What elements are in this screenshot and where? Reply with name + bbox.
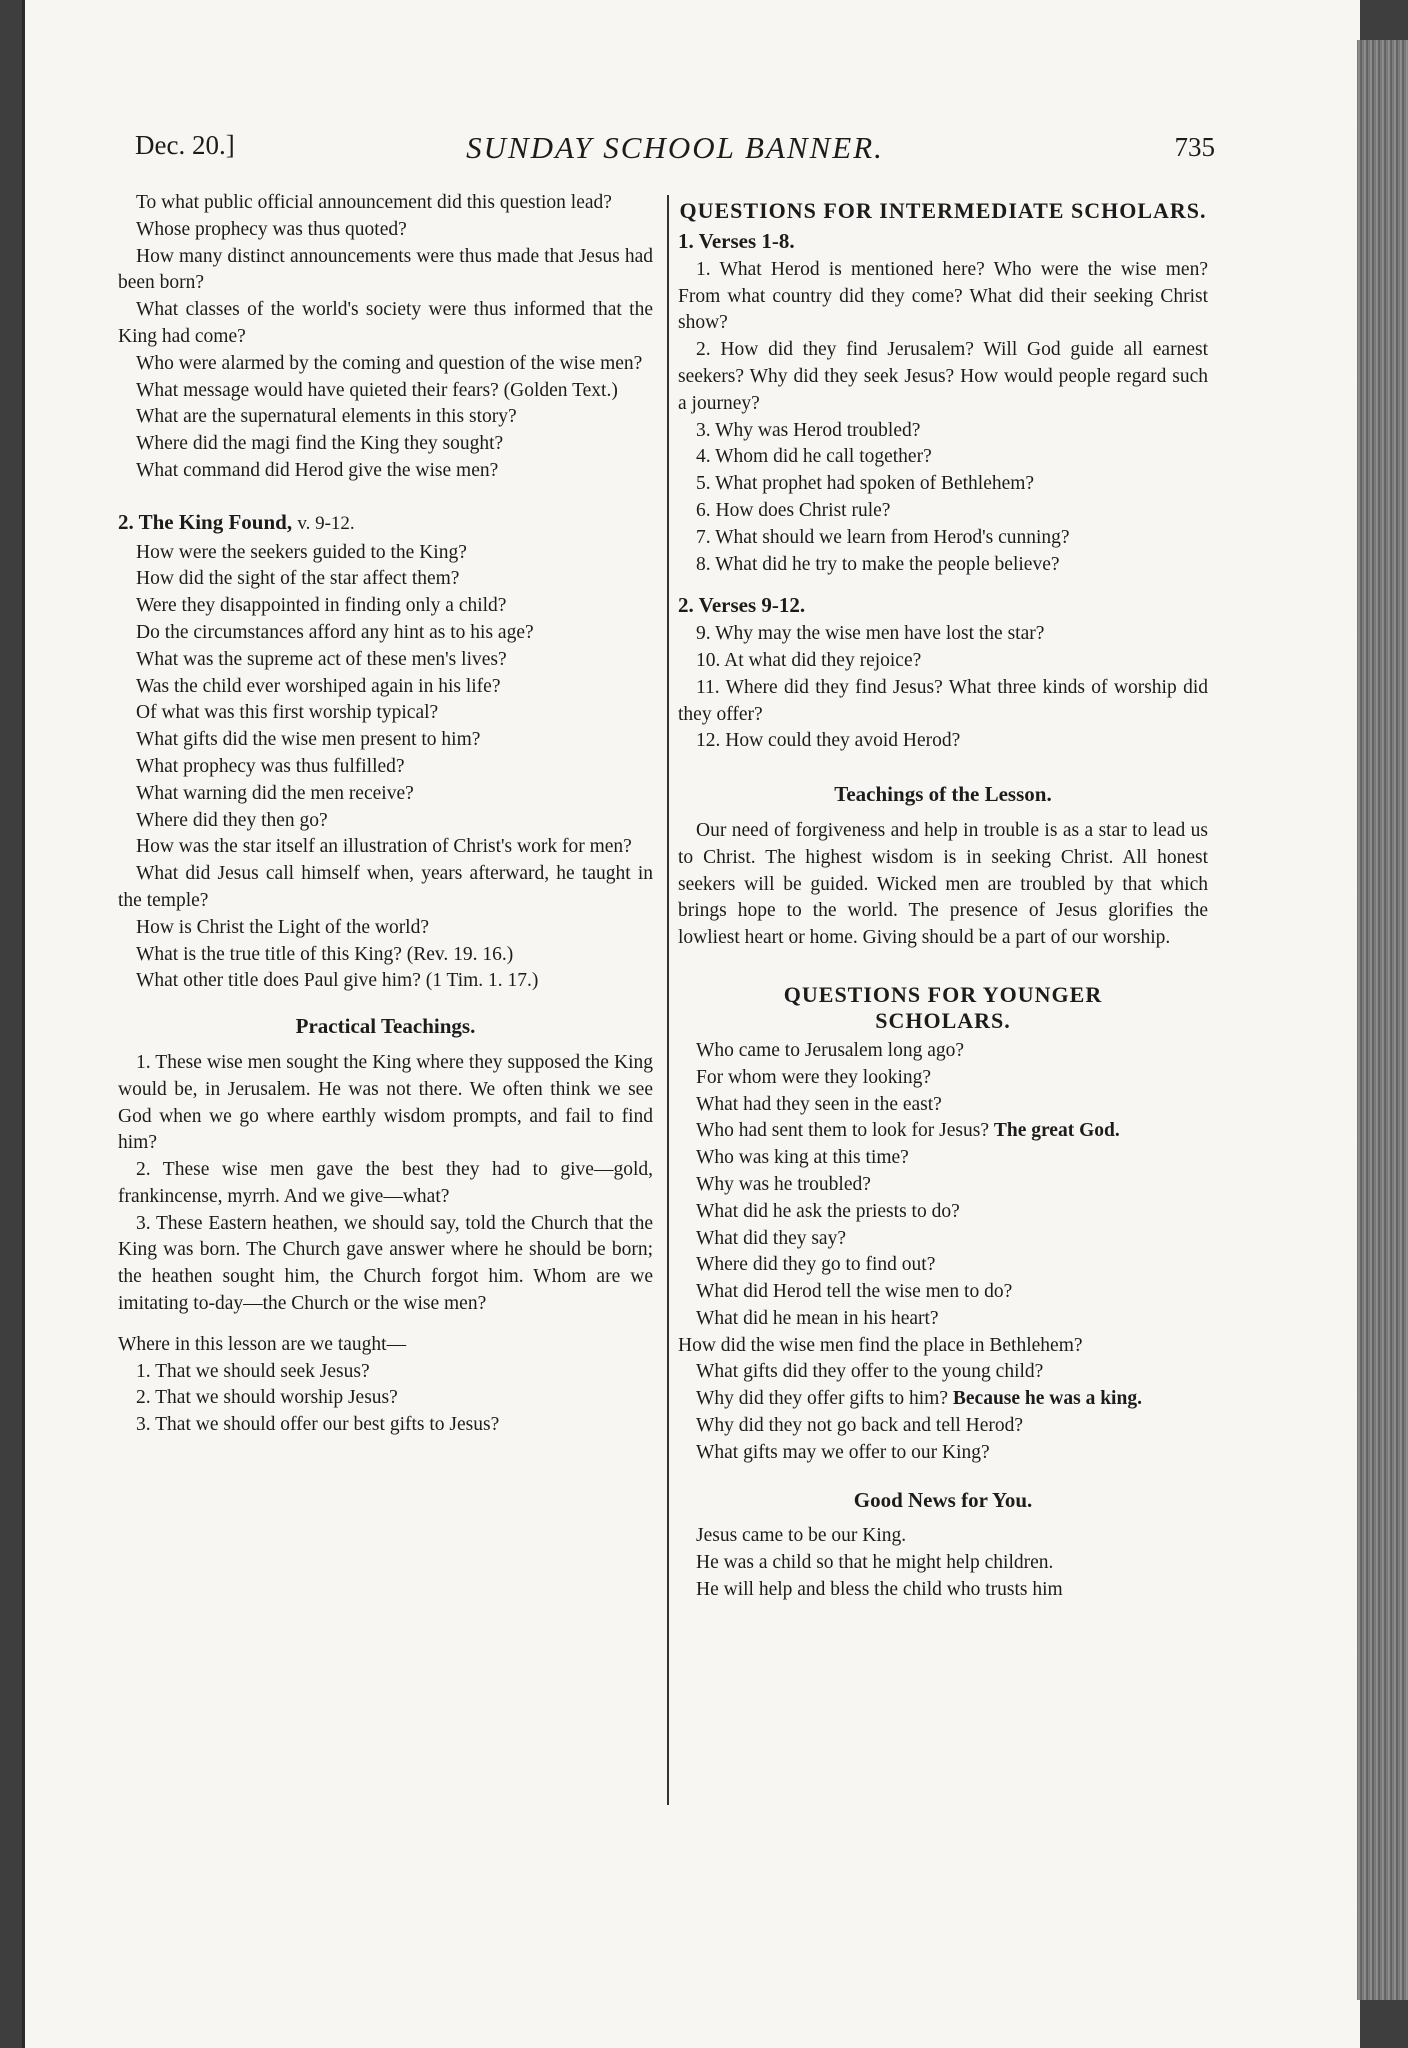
question: 4. Whom did he call together?	[696, 446, 932, 468]
question: 10. At what did they rejoice?	[696, 649, 922, 671]
question-text: Who had sent them to look for Jesus?	[696, 1120, 989, 1142]
running-header	[135, 130, 1215, 170]
question: 9. Why may the wise men have lost the star?	[696, 623, 1045, 645]
question: 6. How does Christ rule?	[696, 499, 891, 521]
question: 1. What Herod is mentioned here? Who were the wise men? From what country did they come? What did their seeking Christ show?	[678, 258, 1208, 334]
question: Was the child ever worshiped again in his life?	[136, 675, 501, 697]
question: Whose prophecy was thus quoted?	[136, 218, 407, 240]
teachings-paragraph: Our need of forgiveness and help in trouble is as a star to lead us to Christ. The highest wisdom is in seeking Christ. All honest seekers will be guided. Wicked men are troubled by that which brings hope to the world. The presence of Jesus glorifies the lowliest heart or home. Giving should be a part of our worship.	[678, 819, 1208, 949]
question: For whom were they looking?	[696, 1066, 932, 1088]
question: 11. Where did they find Jesus? What three kinds of worship did they offer?	[678, 676, 1208, 725]
teaching-paragraph: 3. These Eastern heathen, we should say, told the Church that the King was born. The Church gave answer where he should be born; the heathen sought him, the Church forgot him. Whom are we imitating to-day—the Church or the wise men?	[118, 1212, 653, 1315]
question: Were they disappointed in finding only a child?	[136, 595, 507, 617]
subsection-heading: 2. Verses 9-12.	[678, 593, 806, 618]
question: What prophecy was thus fulfilled?	[136, 755, 405, 777]
question: Where did they go to find out?	[696, 1254, 936, 1276]
teaching-paragraph: 1. These wise men sought the King where they supposed the King would be, in Jerusalem. He was not there. We often think we see God when we go where earthly wisdom prompts, and fail to find him?	[118, 1051, 653, 1154]
question: What gifts may we offer to our King?	[696, 1441, 990, 1463]
question: What classes of the world's society were thus informed that the King had come?	[118, 299, 653, 347]
question: What command did Herod give the wise men?	[136, 459, 499, 481]
column-rule	[667, 195, 669, 1805]
taught-list	[118, 1359, 653, 1439]
question: What was the supreme act of these men's lives?	[136, 648, 507, 670]
list-item: 2. That we should worship Jesus?	[136, 1387, 398, 1409]
question: Who were alarmed by the coming and question of the wise men?	[136, 352, 643, 374]
question: What had they seen in the east?	[696, 1093, 942, 1115]
left-column	[118, 190, 653, 1439]
question: How were the seekers guided to the King?	[136, 541, 467, 563]
question: 7. What should we learn from Herod's cunning?	[696, 526, 1070, 548]
question: Where did they then go?	[136, 809, 328, 831]
section-title: 2. The King Found,	[118, 509, 293, 534]
question	[678, 1386, 1208, 1413]
teachings-heading: Teachings of the Lesson.	[834, 782, 1052, 807]
section-heading	[118, 509, 653, 538]
question: What did Jesus call himself when, years afterward, he taught in the temple?	[118, 863, 653, 911]
answer-text: Because he was a king.	[952, 1388, 1142, 1410]
goodnews-heading: Good News for You.	[853, 1487, 1033, 1512]
question: Of what was this first worship typical?	[136, 702, 439, 724]
answer-text: The great God.	[993, 1120, 1120, 1142]
question: 12. How could they avoid Herod?	[696, 730, 961, 752]
question: What other title does Paul give him? (1 Tim. 1. 17.)	[136, 970, 539, 992]
subsection-heading: 1. Verses 1-8.	[678, 229, 795, 253]
page-number: 735	[1174, 132, 1215, 162]
younger-heading: QUESTIONS FOR YOUNGER SCHOLARS.	[783, 981, 1103, 1033]
practical-heading: Practical Teachings.	[295, 1014, 476, 1039]
header-date: Dec. 20.]	[135, 130, 235, 160]
question: 3. Why was Herod troubled?	[696, 419, 921, 441]
question-text: Why did they offer gifts to him?	[696, 1388, 949, 1410]
question: What message would have quieted their fears? (Golden Text.)	[136, 379, 618, 401]
question: Where did the magi find the King they sought?	[136, 433, 504, 455]
line: He was a child so that he might help children.	[696, 1552, 1054, 1574]
question: What did he mean in his heart?	[696, 1307, 939, 1329]
question: How many distinct announcements were thus made that Jesus had been born?	[118, 245, 653, 294]
question: Do the circumstances afford any hint as to his age?	[136, 621, 534, 643]
question: What warning did the men receive?	[136, 782, 414, 804]
question: Who came to Jerusalem long ago?	[696, 1039, 965, 1061]
question: What gifts did they offer to the young child?	[696, 1361, 1044, 1383]
question: What did Herod tell the wise men to do?	[696, 1281, 1013, 1303]
question: 8. What did he try to make the people believe?	[696, 553, 1060, 575]
question: How did the sight of the star affect them?	[136, 568, 460, 590]
list-item: 3. That we should offer our best gifts to Jesus?	[136, 1414, 500, 1436]
question	[678, 1118, 1208, 1145]
question: Why did they not go back and tell Herod?	[696, 1415, 1024, 1437]
question: What are the supernatural elements in this story?	[136, 406, 517, 428]
question: What did they say?	[696, 1227, 846, 1249]
section-ref: v. 9-12.	[297, 512, 355, 534]
line: He will help and bless the child who trusts him	[696, 1579, 1063, 1601]
header-title: SUNDAY SCHOOL BANNER.	[466, 130, 884, 165]
page-edge	[1357, 40, 1408, 2000]
question: How was the star itself an illustration of Christ's work for men?	[136, 836, 632, 858]
question: How did the wise men find the place in Bethlehem?	[678, 1334, 1083, 1356]
intermediate-heading: QUESTIONS FOR INTERMEDIATE SCHOLARS.	[679, 198, 1207, 223]
question: How is Christ the Light of the world?	[136, 916, 430, 938]
question: What did he ask the priests to do?	[696, 1200, 960, 1222]
line: Jesus came to be our King.	[696, 1525, 907, 1547]
question: 2. How did they find Jerusalem? Will God guide all earnest seekers? Why did they seek Jesus? How would people regard such a journey?	[678, 339, 1208, 414]
question: Why was he troubled?	[696, 1173, 871, 1195]
teaching-paragraph: 2. These wise men gave the best they had to give—gold, frankincense, myrrh. And we give—what?	[118, 1159, 653, 1207]
question: What is the true title of this King? (Rev. 19. 16.)	[136, 943, 514, 965]
right-column	[678, 198, 1208, 1604]
question: What gifts did the wise men present to him?	[136, 729, 481, 751]
taught-lead: Where in this lesson are we taught—	[118, 1333, 407, 1355]
list-item: 1. That we should seek Jesus?	[136, 1360, 370, 1382]
question: To what public official announcement did this question lead?	[136, 192, 612, 213]
question: Who was king at this time?	[696, 1147, 909, 1169]
question: 5. What prophet had spoken of Bethlehem?	[696, 473, 1035, 495]
